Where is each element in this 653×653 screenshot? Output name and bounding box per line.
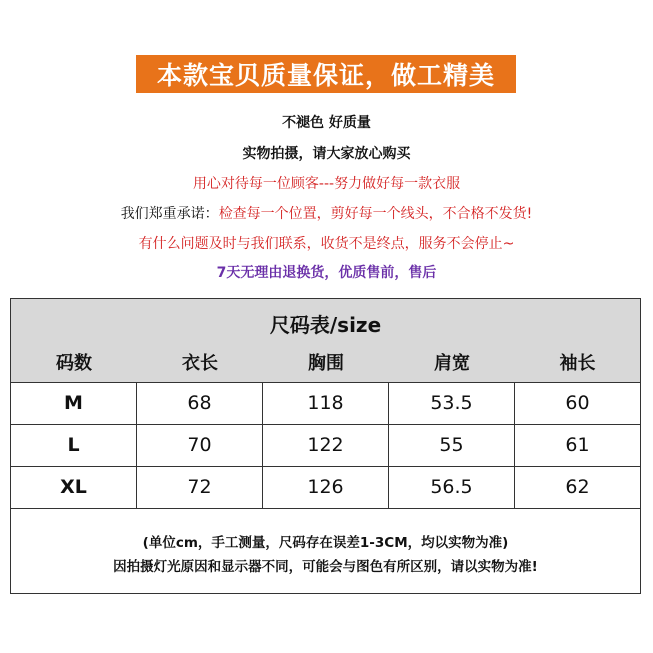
color-disclaimer: 因拍摄灯光原因和显示器不同，可能会与图色有所区别，请以实物为准! [113,559,538,575]
customer-line: 用心对待每一位顾客---努力做好每一款衣服 [192,176,461,192]
service-line: 有什么问题及时与我们联系，收货不是终点，服务不会停止~ [138,236,515,252]
table-row [11,383,640,425]
size-cell: M [11,383,137,424]
length-cell: 70 [137,425,263,466]
table-row [11,467,640,509]
table-header [11,299,640,383]
return-policy-line: 7天无理由退换货，优质售前，售后 [216,265,437,281]
length-cell: 68 [137,383,263,424]
header-length: 衣长 [182,353,218,374]
length-cell: 72 [137,467,263,508]
promise-text: 检查每一个位置，剪好每一个线头，不合格不发货! [218,206,533,222]
header-size: 码数 [56,353,92,374]
shoulder-cell: 55 [389,425,515,466]
header-shoulder: 肩宽 [434,353,470,374]
promise-line [0,203,653,223]
chest-cell: 122 [263,425,389,466]
measurement-note: (单位cm，手工测量，尺码存在误差1-3CM，均以实物为准) [142,535,509,551]
quality-line: 不褪色 好质量 [282,115,371,131]
shoulder-cell: 53.5 [389,383,515,424]
chest-cell: 126 [263,467,389,508]
sleeve-cell: 60 [565,392,590,414]
sleeve-cell: 61 [565,434,590,456]
promo-banner: 本款宝贝质量保证，做工精美 [136,55,516,93]
promise-label: 我们郑重承诺： [120,206,219,222]
chest-cell: 118 [263,383,389,424]
size-cell: XL [11,467,137,508]
size-cell: L [11,425,137,466]
table-title: 尺码表/size [269,313,382,337]
header-sleeve: 袖长 [559,353,596,374]
header-chest: 胸围 [308,353,344,374]
table-row [11,425,640,467]
size-table [10,298,641,594]
shoulder-cell: 56.5 [389,467,515,508]
photo-line: 实物拍摄，请大家放心购买 [242,146,411,162]
sleeve-cell: 62 [565,476,590,498]
